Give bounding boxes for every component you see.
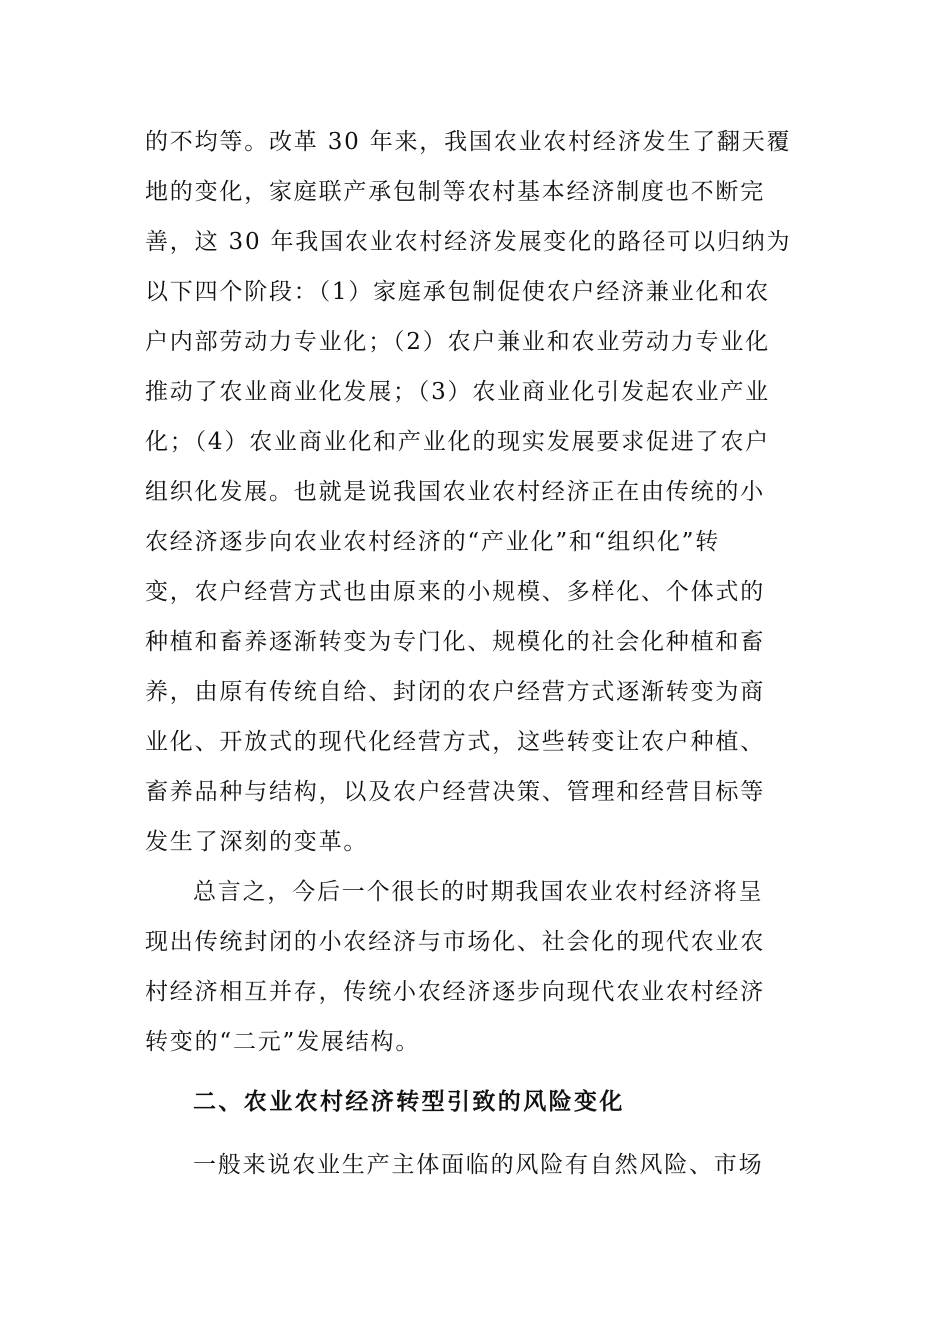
text-line: 总言之，今后一个很长的时期我国农业农村经济将呈 [193,879,764,905]
text-line: 的不均等。改革 30 年来，我国农业农村经济发生了翻天覆 [145,129,792,155]
text-line: 转变的“二元”发展结构。 [145,1029,421,1055]
text-line: 畜养品种与结构，以及农户经营决策、管理和经营目标等 [145,779,765,805]
text-line: 养，由原有传统自给、封闭的农户经营方式逐渐转变为商 [145,679,765,705]
text-line: 业化、开放式的现代化经营方式，这些转变让农户种植、 [145,729,765,755]
text-line: 以下四个阶段：（1）家庭承包制促使农户经济兼业化和农 [145,279,770,305]
text-line: 现出传统封闭的小农经济与市场化、社会化的现代农业农 [145,929,765,955]
text-line: 善，这 30 年我国农业农村经济发展变化的路径可以归纳为 [145,229,792,255]
text-line: 一般来说农业生产主体面临的风险有自然风险、市场 [193,1152,764,1178]
text-line: 村经济相互并存，传统小农经济逐步向现代农业农村经济 [145,979,765,1005]
text-line: 种植和畜养逐渐转变为专门化、规模化的社会化种植和畜 [145,629,765,655]
text-line: 发生了深刻的变革。 [145,829,369,855]
text-line: 农经济逐步向农业农村经济的“产业化”和“组织化”转 [145,529,721,555]
section-heading: 二、农业农村经济转型引致的风险变化 [193,1088,625,1115]
text-line: 户内部劳动力专业化；（2）农户兼业和农业劳动力专业化 [145,329,770,355]
text-line: 变，农户经营方式也由原来的小规模、多样化、个体式的 [145,579,765,605]
text-line: 推动了农业商业化发展；（3）农业商业化引发起农业产业 [145,379,770,405]
text-line: 组织化发展。也就是说我国农业农村经济正在由传统的小 [145,479,765,505]
text-line: 地的变化，家庭联产承包制等农村基本经济制度也不断完 [145,179,765,205]
text-line: 化；（4）农业商业化和产业化的现实发展要求促进了农户 [145,429,770,455]
